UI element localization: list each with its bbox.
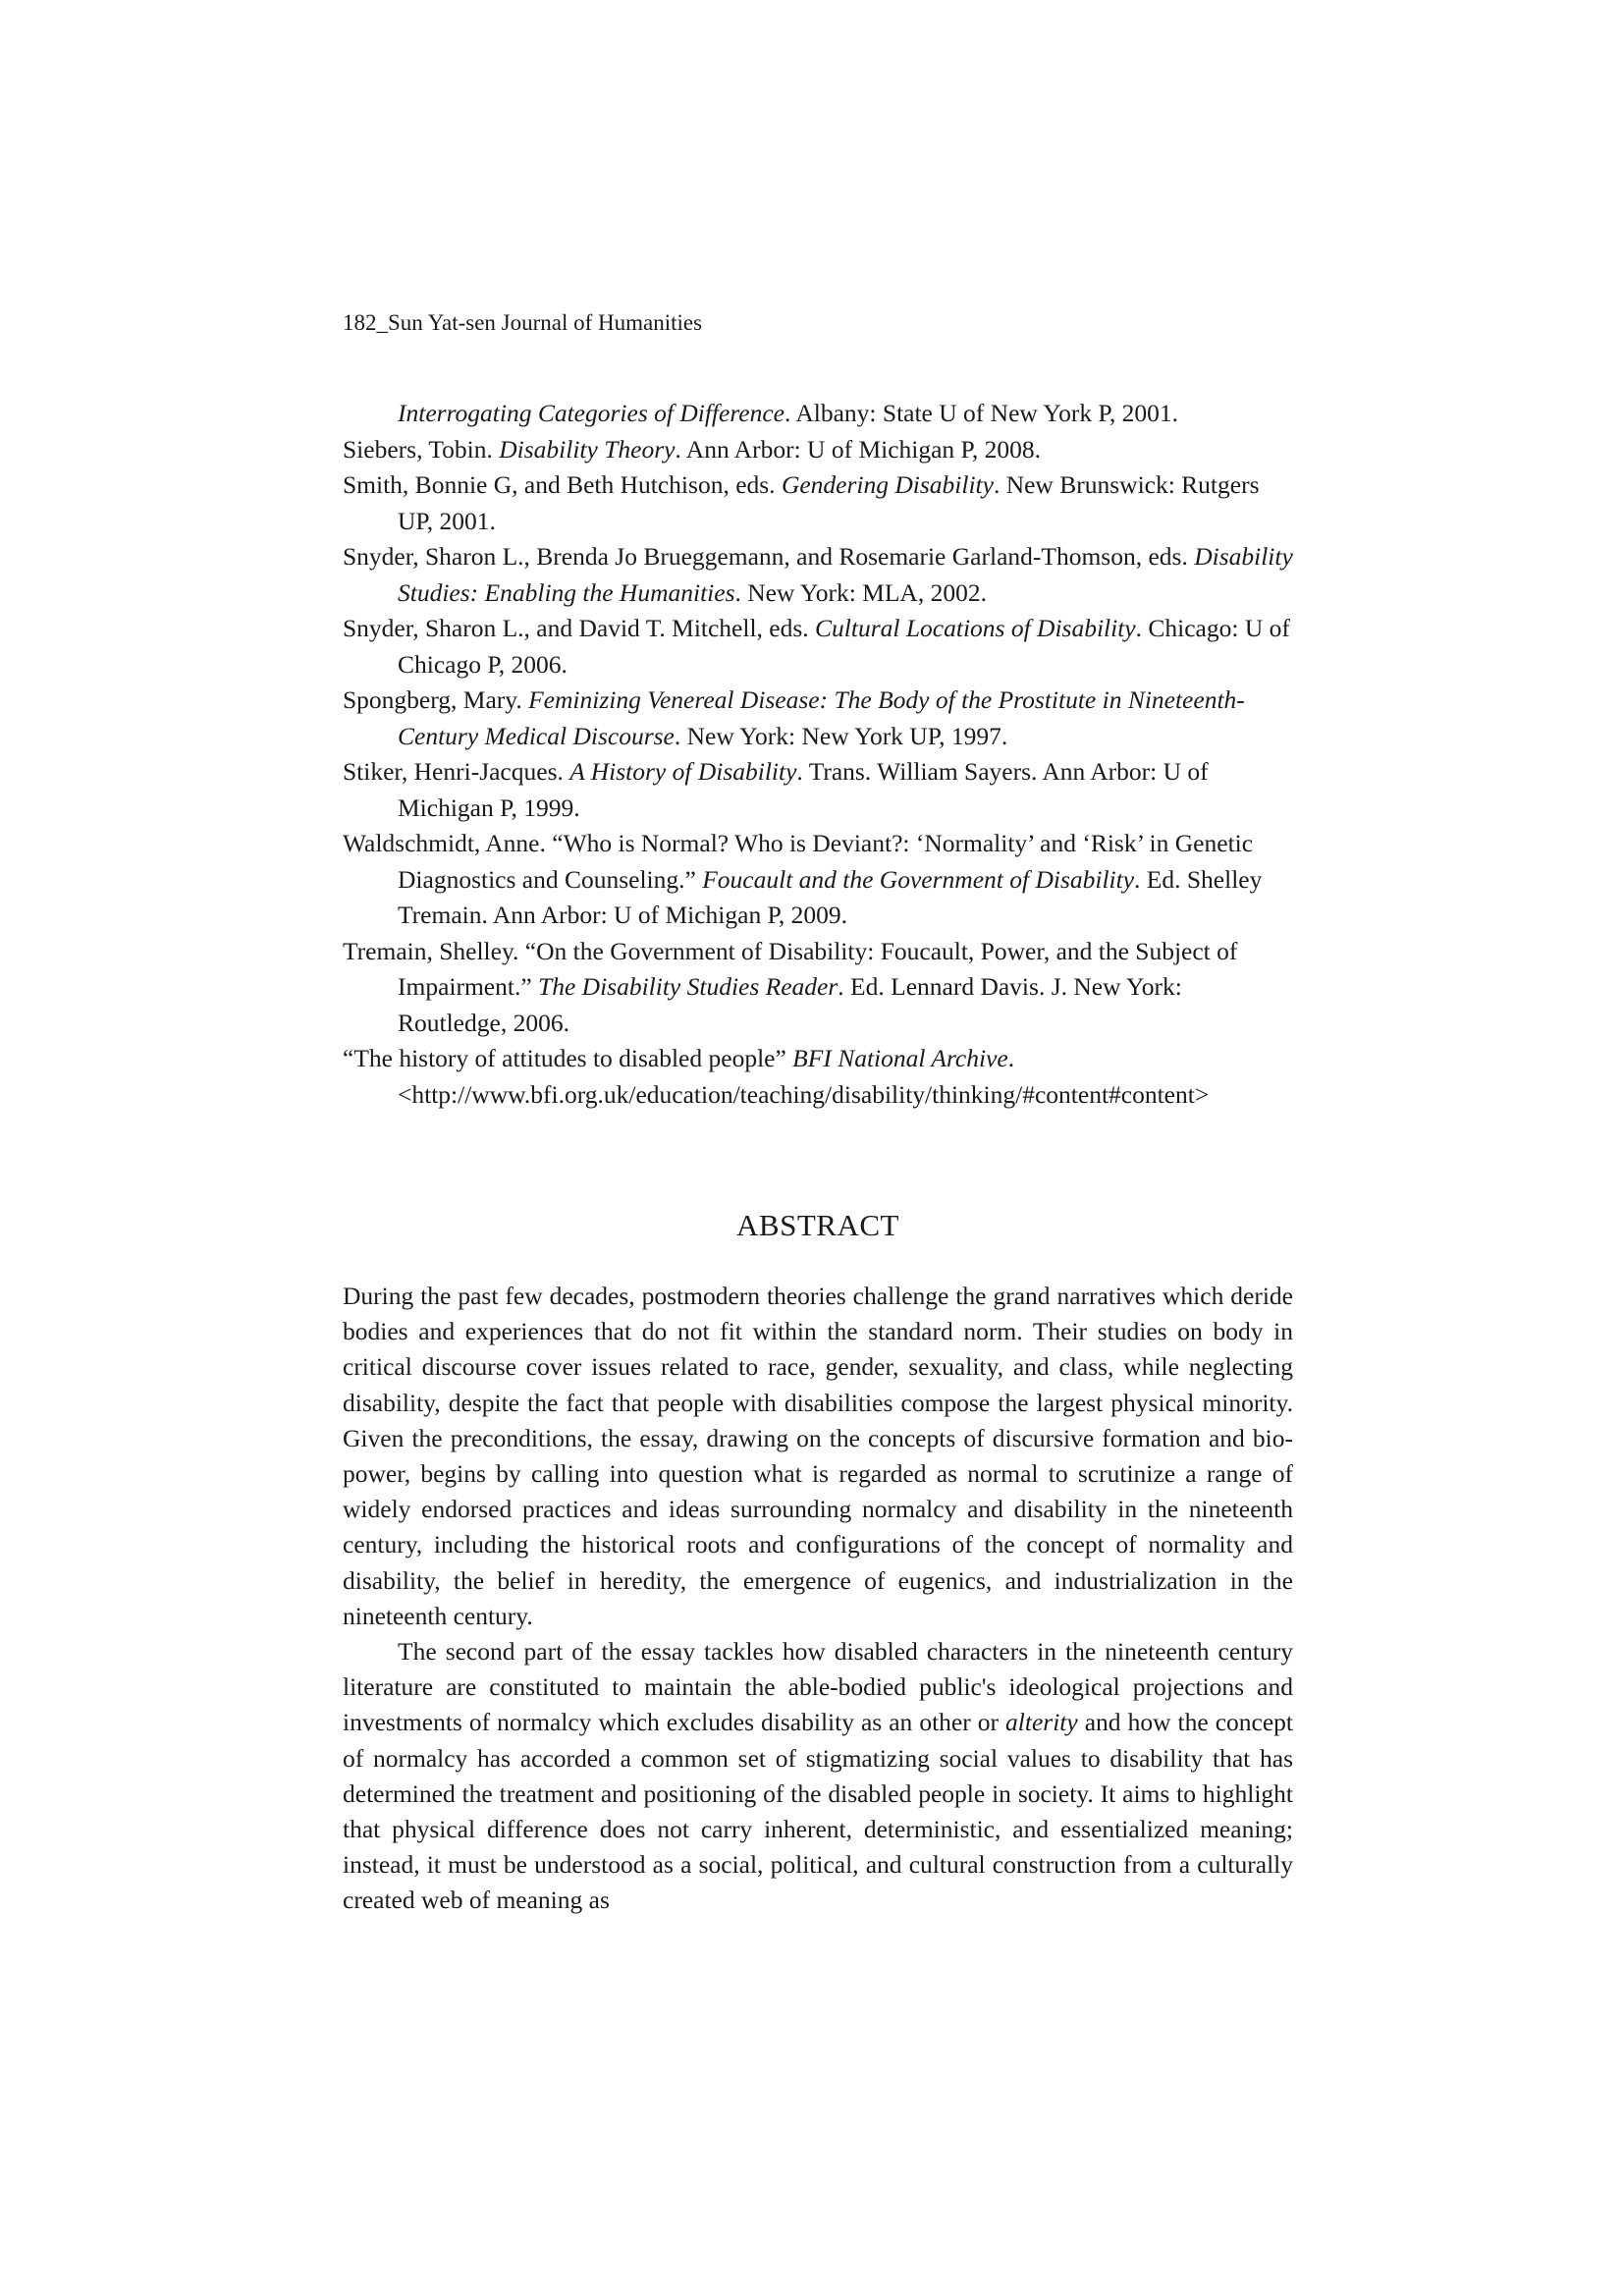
reference-entry: Snyder, Sharon L., Brenda Jo Brueggemann, and Rosemarie Garland-Thomson, eds. Disability Studies: Enabling the Humanities. New York: MLA, 2002. (343, 542, 1293, 607)
reference-entry: Tremain, Shelley. “On the Government of Disability: Foucault, Power, and the Subject of Impairment.” The Disability Studies Reader. Ed. Lennard Davis. J. New York: Routledge, 2006. (343, 936, 1238, 1037)
reference-entry: Smith, Bonnie G, and Beth Hutchison, eds. Gendering Disability. New Brunswick: Rutgers UP, 2001. (343, 470, 1260, 535)
abstract-paragraph: During the past few decades, postmodern theories challenge the grand narratives which deride bodies and experiences that do not fit within the standard norm. Their studies on body in critical discourse cover issues related to race, gender, sexuality, and class, while neglecting disability, despite the fact that people with disabilities compose the largest physical minority. Given the preconditions, the essay, drawing on the concepts of discursive formation and bio-power, begins by calling into question what is regarded as normal to scrutinize a range of widely endorsed practices and ideas surrounding normalcy and disability in the nineteenth century, including the historical roots and configurations of the concept of normality and disability, the belief in heredity, the emergence of eugenics, and industrialization in the nineteenth century. (343, 1282, 1293, 1630)
reference-entry: Stiker, Henri-Jacques. A History of Disability. Trans. William Sayers. Ann Arbor: U of Michigan P, 1999. (343, 757, 1209, 822)
abstract-heading: ABSTRACT (736, 1208, 899, 1242)
abstract-paragraph: The second part of the essay tackles how disabled characters in the nineteenth century literature are constituted to maintain the able-bodied public's ideological projections and investments of normalcy which excludes disability as an other or alterity and how the concept of normalcy has accorded a common set of stigmatizing social values to disability that has determined the treatment and positioning of the disabled people in society. It aims to highlight that physical difference does not carry inherent, deterministic, and essentialized meaning; instead, it must be understood as a social, political, and cultural construction from a culturally created web of meaning as (343, 1637, 1293, 1915)
reference-list (343, 396, 1293, 1113)
reference-entry: Spongberg, Mary. Feminizing Venereal Disease: The Body of the Prostitute in Nineteenth-Century Medical Discourse. New York: New York UP, 1997. (343, 685, 1245, 750)
reference-entry: Interrogating Categories of Difference. Albany: State U of New York P, 2001. (398, 399, 1178, 427)
reference-entry: Waldschmidt, Anne. “Who is Normal? Who is Deviant?: ‘Normality’ and ‘Risk’ in Genetic Diagnostics and Counseling.” Foucault and the Government of Disability. Ed. Shelley Tremain. Ann Arbor: U of Michigan P, 2009. (343, 829, 1263, 929)
reference-entry: “The history of attitudes to disabled people” BFI National Archive. <http://www.bfi.org.uk/education/teaching/disability/thinking/#content#content> (343, 1044, 1210, 1109)
reference-entry: Siebers, Tobin. Disability Theory. Ann Arbor: U of Michigan P, 2008. (343, 434, 1042, 464)
running-head: 182_Sun Yat-sen Journal of Humanities (343, 310, 703, 335)
reference-entry: Snyder, Sharon L., and David T. Mitchell, eds. Cultural Locations of Disability. Chicago: U of Chicago P, 2006. (343, 614, 1290, 679)
abstract-body (343, 1279, 1293, 1919)
